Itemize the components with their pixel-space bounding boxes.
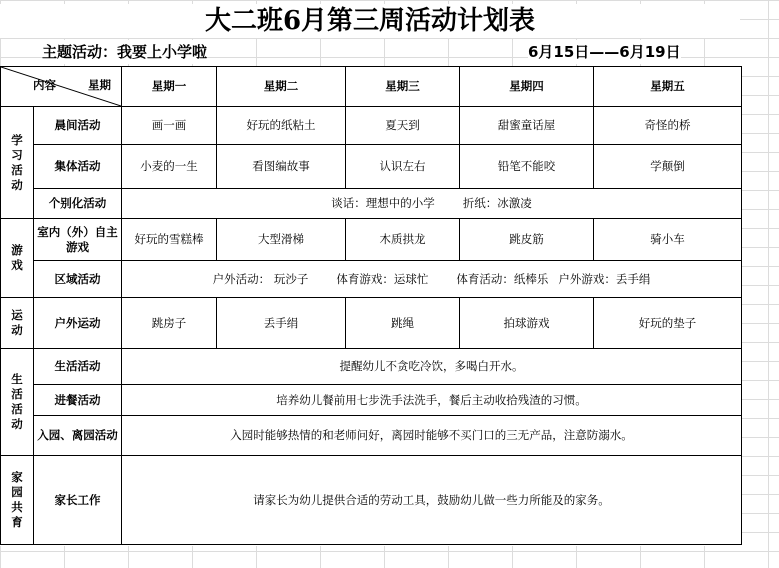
table-cell: 看图编故事 xyxy=(217,145,346,189)
table-cell: 学颠倒 xyxy=(594,145,742,189)
table-row xyxy=(1,349,742,385)
area-part-3: 体育活动：纸棒乐 xyxy=(456,271,549,286)
table-cell: 跳绳 xyxy=(346,298,460,349)
table-row xyxy=(1,416,742,456)
plan-sheet xyxy=(0,66,741,546)
table-cell: 好玩的雪糕棒 xyxy=(122,219,217,261)
merged-cell xyxy=(122,261,742,298)
merged-cell: 提醒幼儿不贪吃冷饮，多喝白开水。 xyxy=(122,349,742,385)
table-cell: 大型滑梯 xyxy=(217,219,346,261)
category-cell xyxy=(1,298,34,349)
table-cell: 木质拱龙 xyxy=(346,219,460,261)
diagonal-header-cell xyxy=(1,67,122,107)
category-game: 游戏 xyxy=(11,243,23,272)
table-cell: 拍球游戏 xyxy=(460,298,594,349)
row-label: 晨间活动 xyxy=(34,107,122,145)
table-cell: 甜蜜童话屋 xyxy=(460,107,594,145)
table-row xyxy=(1,107,742,145)
category-study: 学习活动 xyxy=(11,132,23,192)
category-cell xyxy=(1,456,34,545)
category-cell xyxy=(1,219,34,298)
merged-cell: 培养幼儿餐前用七步洗手法洗手，餐后主动收拾残渣的习惯。 xyxy=(122,385,742,416)
table-row xyxy=(1,261,742,298)
individual-part-2: 折纸：冰激凌 xyxy=(462,196,532,210)
area-part-4: 户外游戏：丢手绢 xyxy=(558,271,651,286)
table-cell: 丢手绢 xyxy=(217,298,346,349)
theme-label: 主题活动：我要上小学啦 xyxy=(42,40,207,64)
category-cell xyxy=(1,349,34,456)
table-cell: 铅笔不能咬 xyxy=(460,145,594,189)
table-cell: 夏天到 xyxy=(346,107,460,145)
row-label: 进餐活动 xyxy=(34,385,122,416)
row-label: 生活活动 xyxy=(34,349,122,385)
category-home: 家园共育 xyxy=(11,470,23,529)
table-row xyxy=(1,189,742,219)
merged-cell: 入园时能够热情的和老师问好，离园时能够不买门口的三无产品，注意防溺水。 xyxy=(122,416,742,456)
row-label: 户外运动 xyxy=(34,298,122,349)
header-weekday-label: 星期 xyxy=(88,78,111,92)
header-row xyxy=(1,67,742,107)
table-row xyxy=(1,298,742,349)
category-life: 生活活动 xyxy=(11,372,23,431)
table-cell: 好玩的垫子 xyxy=(594,298,742,349)
day-header: 星期三 xyxy=(346,67,460,107)
header-content-label: 内容 xyxy=(33,78,56,92)
merged-cell xyxy=(122,189,742,219)
individual-part-1: 谈话：理想中的小学 xyxy=(331,196,435,210)
day-header: 星期二 xyxy=(217,67,346,107)
date-range: 6月15日——6月19日 xyxy=(528,40,681,64)
row-label: 入园、离园活动 xyxy=(34,416,122,456)
row-label: 集体活动 xyxy=(34,145,122,189)
row-label: 区域活动 xyxy=(34,261,122,298)
row-label: 室内（外）自主游戏 xyxy=(34,219,122,261)
day-header: 星期五 xyxy=(594,67,742,107)
area-part-1: 户外活动： 玩沙子 xyxy=(212,271,309,286)
table-row xyxy=(1,456,742,545)
row-label: 个别化活动 xyxy=(34,189,122,219)
table-row xyxy=(1,145,742,189)
page-title: 大二班6月第三周活动计划表 xyxy=(0,4,740,38)
table-cell: 跳房子 xyxy=(122,298,217,349)
category-sport: 运动 xyxy=(11,308,23,337)
table-cell: 画一画 xyxy=(122,107,217,145)
table-row xyxy=(1,219,742,261)
row-label: 家长工作 xyxy=(34,456,122,545)
area-part-2: 体育游戏：运球忙 xyxy=(336,271,429,286)
table-cell: 小麦的一生 xyxy=(122,145,217,189)
table-cell: 跳皮筋 xyxy=(460,219,594,261)
table-cell: 骑小车 xyxy=(594,219,742,261)
category-cell xyxy=(1,107,34,219)
table-row xyxy=(1,385,742,416)
activity-plan-table xyxy=(0,66,742,545)
table-cell: 好玩的纸粘土 xyxy=(217,107,346,145)
table-cell: 认识左右 xyxy=(346,145,460,189)
merged-cell: 请家长为幼儿提供合适的劳动工具，鼓励幼儿做一些力所能及的家务。 xyxy=(122,456,742,545)
day-header: 星期四 xyxy=(460,67,594,107)
day-header: 星期一 xyxy=(122,67,217,107)
table-cell: 奇怪的桥 xyxy=(594,107,742,145)
